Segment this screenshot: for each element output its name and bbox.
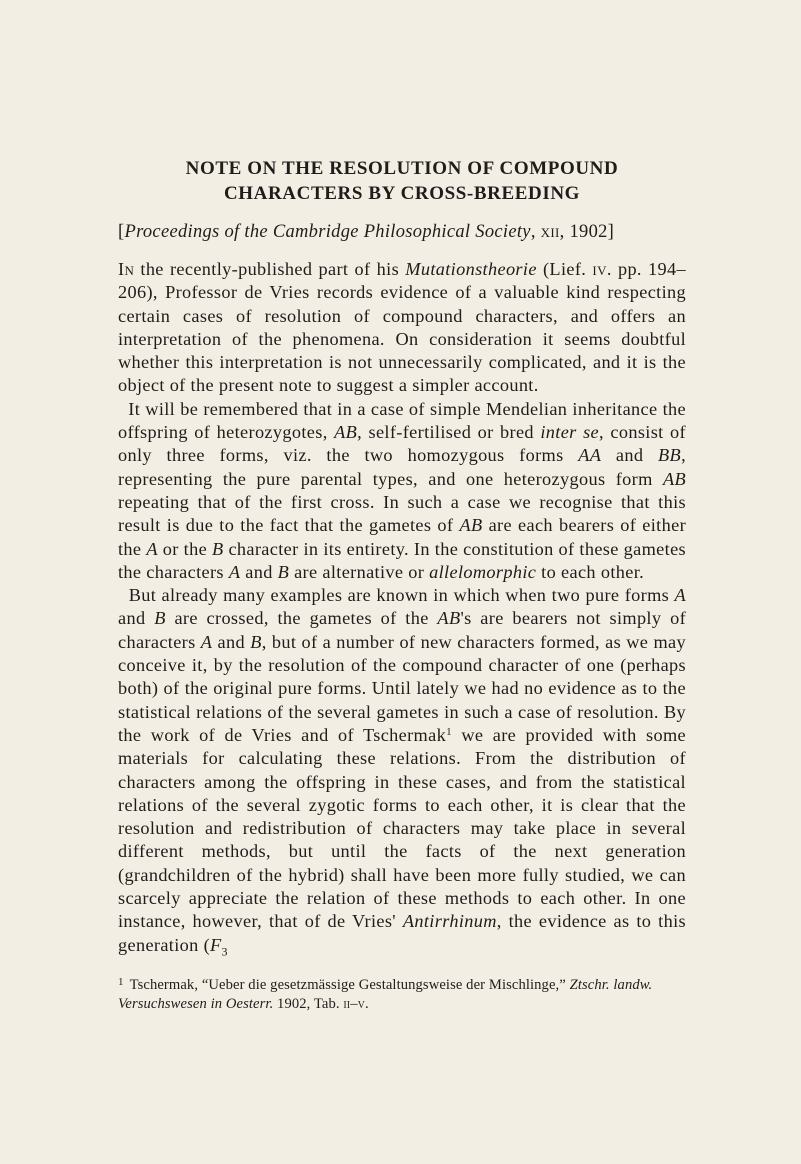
article-body xyxy=(118,258,686,964)
title-line-2: CHARACTERS BY CROSS-BREEDING xyxy=(223,183,581,204)
footnote-mark: 1 xyxy=(118,975,124,988)
paragraph-3: But already many examples are known in which when two pure forms A and B are crossed, the gametes of the AB's are bearers not simply of characters A and B, but of a number of new characters formed, as we may conceive it, by the resolution of the compound character of one (perhaps both) of the original pure forms. Until lately we had no evidence as to the statistical relations of the several gametes in such a case of resolution. By the work of de Vries and of Tschermak$^1$ we are provided with some materials for calculating these relations. From the distribution of characters among the offspring in these cases, and from the statistical relations of the several zygotic forms to each other, it is clear that the resolution and redistribution of characters may take place in several different methods, but until the facts of the next generation (grandchildren of the hybrid) shall have been more fully studied, we can scarcely appreciate the relation of these methods to each other. In one instance, however, that of de Vries' Antirrhinum, the evidence as to this generation ($F_3$ xyxy=(118,585,687,959)
paragraph-1: In the recently-published part of his Mutationstheorie (Lief. iv. pp. 194–206), Professor de Vries records evidence of a valuable kind respecting certain cases of resolution of compound characters, and offers an interpretation of the phenomena. On consideration it seems doubtful whether this interpretation is not unnecessarily complicated, and it is the object of the present note to suggest a simpler account. xyxy=(118,259,687,396)
page xyxy=(118,156,686,1015)
paragraph-2: It will be remembered that in a case of simple Mendelian inheritance the offspring of heterozygotes, AB, self-fertilised or bred inter se, consist of only three forms, viz. the two homozygous forms AA and BB, representing the pure parental types, and one heterozygous form AB repeating that of the first cross. In such a case we recognise that this result is due to the fact that the gametes of AB are each bearers of either the A or the B character in its entirety. In the constitution of these gametes the characters A and B are alternative or allelomorphic to each other. xyxy=(118,398,687,582)
footnote-ref: 1 xyxy=(446,725,452,738)
source-citation: [Proceedings of the Cambridge Philosophical Society, xii, 1902] xyxy=(118,222,615,242)
article-title xyxy=(118,156,686,206)
title-line-1: NOTE ON THE RESOLUTION OF COMPOUND xyxy=(185,158,619,179)
footnote: $^1$ Tschermak, “Ueber die gesetzmässige Gestaltungsweise der Mischlinge,” Ztschr. landw. Versuchswesen in Oesterr. 1902, Tab. ii–v. xyxy=(118,975,653,1013)
